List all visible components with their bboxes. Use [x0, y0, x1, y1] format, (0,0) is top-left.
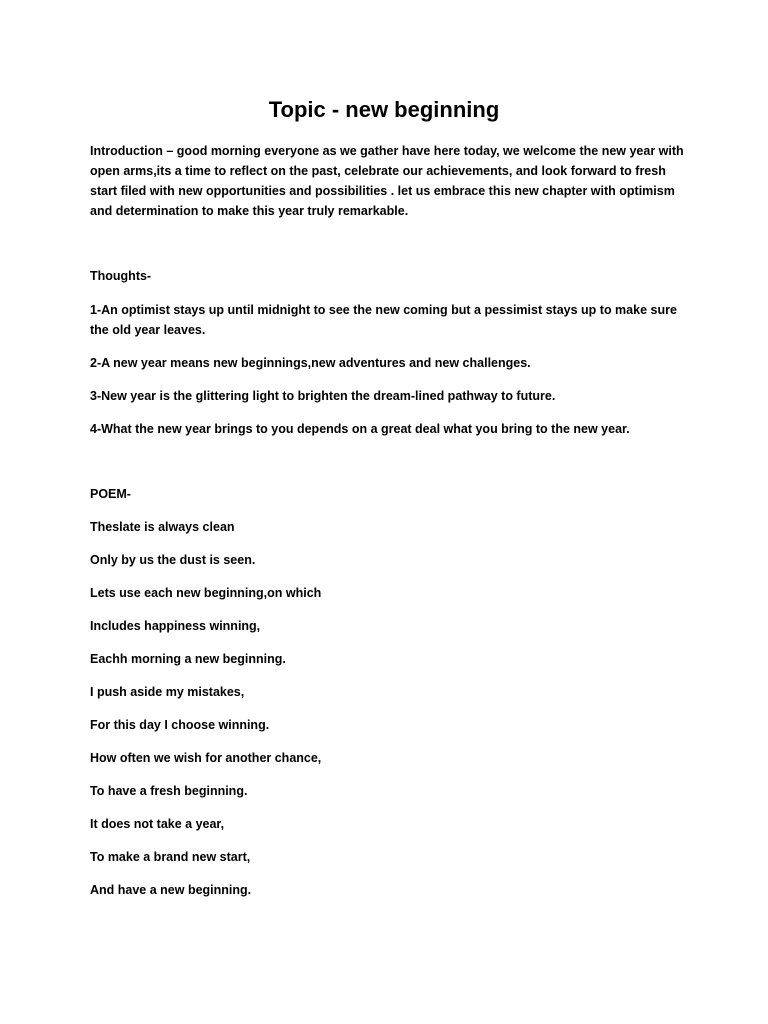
- poem-line-5: Eachh morning a new beginning.: [90, 652, 286, 666]
- thoughts-heading: Thoughts-: [90, 269, 152, 283]
- poem-line-6: I push aside my mistakes,: [90, 685, 245, 699]
- thought-item-3: 3-New year is the glittering light to brighten the dream-lined pathway to future.: [90, 389, 556, 403]
- poem-line-8: How often we wish for another chance,: [90, 751, 322, 765]
- poem-line-3: Lets use each new beginning,on which: [90, 586, 322, 600]
- poem-line-9: To have a fresh beginning.: [90, 784, 248, 798]
- poem-line-7: For this day I choose winning.: [90, 718, 270, 732]
- thought-item-2: 2-A new year means new beginnings,new adventures and new challenges.: [90, 356, 531, 370]
- poem-line-11: To make a brand new start,: [90, 850, 251, 864]
- poem-line-12: And have a new beginning.: [90, 883, 252, 897]
- poem-line-2: Only by us the dust is seen.: [90, 553, 256, 567]
- poem-heading: POEM-: [90, 487, 131, 501]
- thought-item-4: 4-What the new year brings to you depends on a great deal what you bring to the new year.: [90, 422, 630, 436]
- poem-line-10: It does not take a year,: [90, 817, 225, 831]
- thought-item-1: 1-An optimist stays up until midnight to see the new coming but a pessimist stays up to make sure the old year leaves.: [90, 303, 677, 337]
- introduction-paragraph: Introduction – good morning everyone as we gather have here today, we welcome the new year with open arms,its a time to reflect on the past, celebrate our achievements, and look forward to fresh start filed with new opportunities and possibilities . let us embrace this new chapter with optimism and determination to make this year truly remarkable.: [90, 144, 684, 218]
- poem-line-4: Includes happiness winning,: [90, 619, 261, 633]
- page-title: Topic - new beginning: [268, 97, 500, 122]
- poem-line-1: Theslate is always clean: [90, 520, 235, 534]
